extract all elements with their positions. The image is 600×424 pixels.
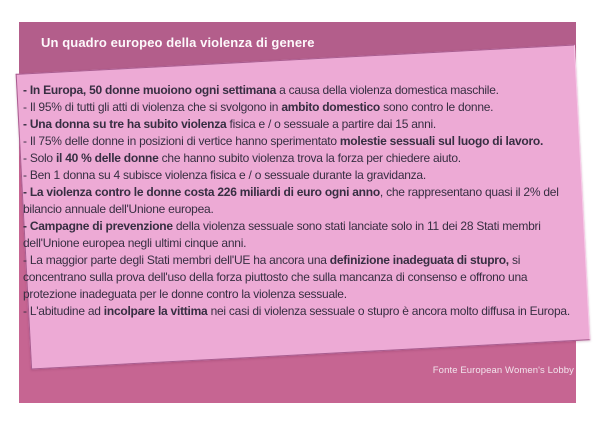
- bullet-text-segment: a causa della violenza domestica maschile.: [276, 83, 499, 97]
- bullet-item: [23, 99, 577, 116]
- bullet-text-segment: definizione inadeguata di stupro,: [329, 253, 509, 267]
- bullet-text-segment: - Campagne di prevenzione: [23, 219, 173, 233]
- bullet-text-segment: - La violenza contro le donne costa 226 miliardi di euro ogni anno: [23, 185, 380, 199]
- bullet-text-segment: incolpare la vittima: [103, 304, 208, 318]
- bullet-item: [23, 167, 577, 184]
- bullet-text-segment: fisica e / o sessuale a partire dai 15 anni.: [226, 117, 436, 131]
- bullet-text-segment: - Il 95% di tutti gli atti di violenza che si svolgono in: [23, 100, 282, 114]
- source-credit: Fonte European Women's Lobby: [432, 365, 574, 376]
- bullet-text-segment: della violenza sessuale sono stati lanciate solo in 11 dei 28 Stati membri dell'Unione europea negli ultimi cinque anni.: [23, 219, 541, 250]
- bullet-text-segment: ambito domestico: [281, 100, 380, 114]
- bullet-text-segment: - Ben 1 donna su 4 subisce violenza fisica e / o sessuale durante la gravidanza.: [23, 168, 426, 182]
- bullet-item: [23, 303, 577, 320]
- slide-background: [19, 22, 576, 403]
- bullet-list: [23, 82, 577, 320]
- bullet-text-segment: - L'abitudine ad: [23, 304, 104, 318]
- bullet-text-segment: che hanno subito violenza trova la forza per chiedere aiuto.: [158, 151, 461, 165]
- bullet-item: [23, 116, 577, 133]
- bullet-text-segment: molestie sessuali sul luogo di lavoro.: [339, 134, 544, 148]
- bullet-text-segment: - In Europa, 50 donne muoiono ogni settimana: [23, 83, 277, 97]
- bullet-item: [23, 218, 577, 252]
- bullet-item: [23, 150, 577, 167]
- bullet-text-segment: si concentrano sulla prova dell'uso della forza piuttosto che sulla mancanza di consenso e offrono una protezione inadeguata per le donne contro la violenza sessuale.: [23, 253, 528, 301]
- bullet-item: [23, 133, 577, 150]
- slide-title: Un quadro europeo della violenza di genere: [41, 35, 315, 50]
- bullet-text-segment: - Solo: [23, 151, 56, 165]
- bullet-text-segment: - Una donna su tre ha subito violenza: [23, 117, 227, 131]
- bullet-item: [23, 252, 577, 303]
- bullet-item: [23, 82, 577, 99]
- bullet-text-segment: - Il 75% delle donne in posizioni di vertice hanno sperimentato: [23, 134, 340, 148]
- bullet-text-segment: il 40 % delle donne: [55, 151, 159, 165]
- bullet-text-segment: nei casi di violenza sessuale o stupro è ancora molto diffusa in Europa.: [207, 304, 570, 318]
- bullet-item: [23, 184, 577, 218]
- bullet-text-segment: sono contro le donne.: [380, 100, 494, 114]
- bullet-text-segment: - La maggior parte degli Stati membri dell'UE ha ancora una: [23, 253, 330, 267]
- bullet-text-segment: , che rappresentano quasi il 2% del bilancio annuale dell'Unione europea.: [23, 185, 559, 216]
